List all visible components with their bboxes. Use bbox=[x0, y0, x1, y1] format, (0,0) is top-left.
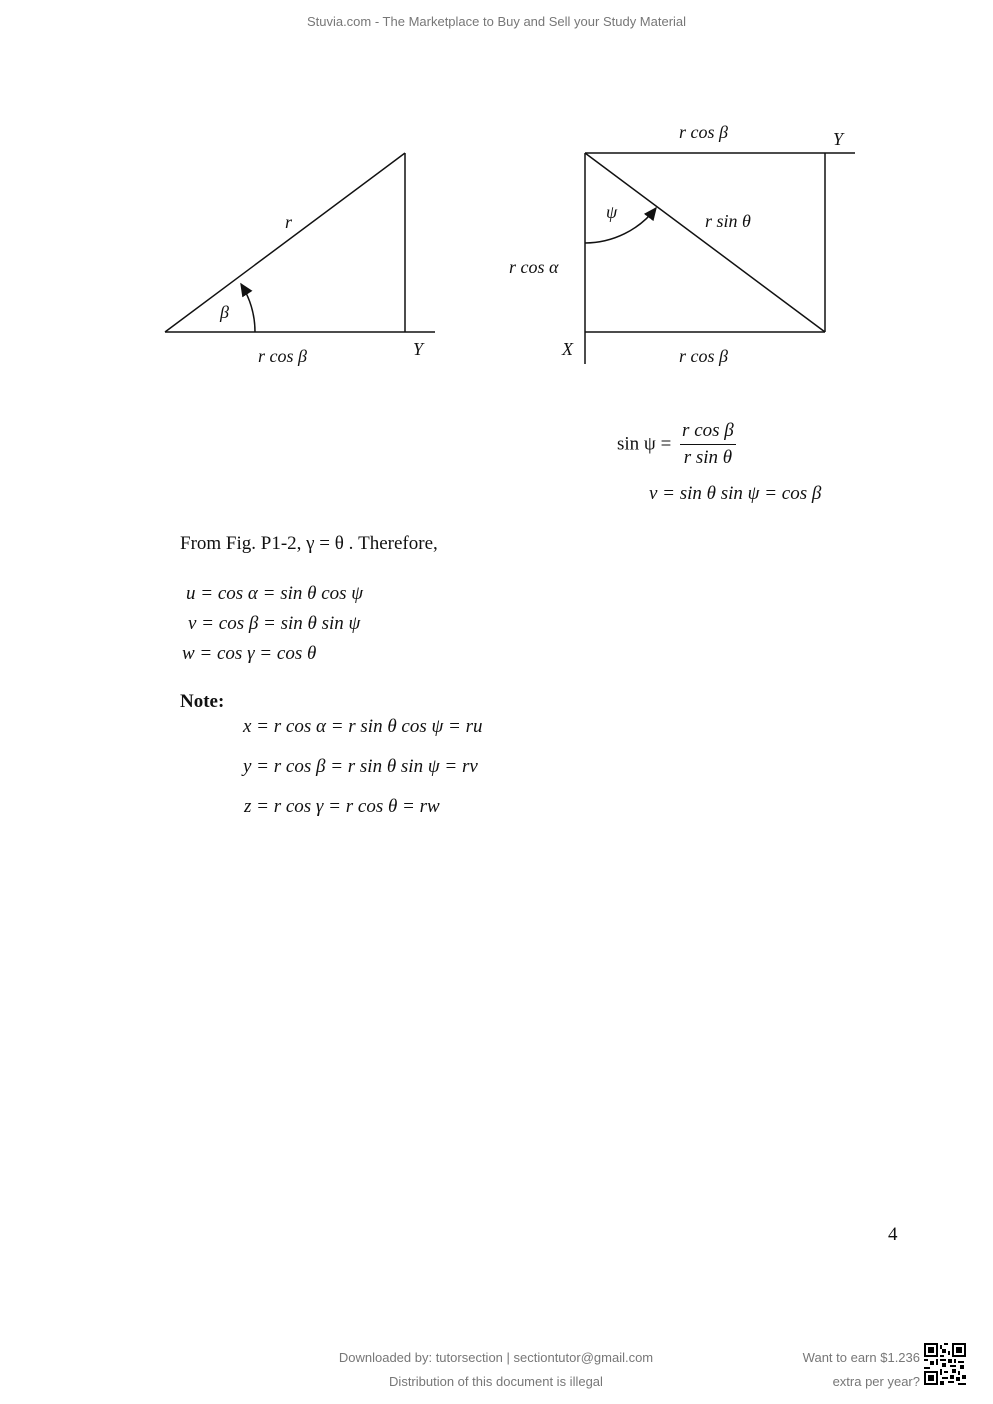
downloaded-by-text: Downloaded by: tutorsection | sectiontutor@gmail.com bbox=[338, 1350, 654, 1365]
beta-angle-label: β bbox=[220, 302, 229, 322]
diagonal-label: r sin θ bbox=[705, 211, 751, 231]
earn-line-2: extra per year? bbox=[832, 1374, 920, 1389]
top-label: r cos β bbox=[679, 122, 728, 142]
z-equation: z = r cos γ = r cos θ = rw bbox=[244, 796, 440, 817]
hypotenuse-label: r bbox=[285, 212, 293, 232]
fraction-denominator: r sin θ bbox=[683, 447, 733, 468]
x-axis-label: X bbox=[562, 339, 573, 359]
sin-psi-equation bbox=[617, 420, 736, 469]
u-equation: u = cos α = sin θ cos ψ bbox=[186, 583, 364, 604]
sin-psi-fraction bbox=[680, 420, 736, 469]
from-fig-text: From Fig. P1-2, γ = θ . Therefore, bbox=[180, 533, 438, 554]
v-relation-equation: v = sin θ sin ψ = cos β bbox=[649, 483, 822, 504]
sin-psi-lhs: sin ψ = bbox=[617, 433, 672, 455]
w-equation: w = cos γ = cos θ bbox=[182, 643, 317, 664]
page-number: 4 bbox=[888, 1224, 898, 1245]
page-header: Stuvia.com - The Marketplace to Buy and Sell your Study Material bbox=[306, 14, 687, 29]
earn-promo[interactable] bbox=[760, 1346, 920, 1394]
right-rectangle bbox=[585, 153, 855, 364]
y-axis-label-left: Y bbox=[413, 339, 424, 359]
y-equation: y = r cos β = r sin θ sin ψ = rv bbox=[243, 756, 478, 777]
footer-download-info bbox=[300, 1346, 692, 1394]
left-triangle bbox=[165, 153, 435, 332]
qr-code-icon[interactable] bbox=[924, 1342, 966, 1386]
bottom-label: r cos β bbox=[679, 346, 728, 366]
note-label: Note: bbox=[180, 691, 225, 712]
fraction-numerator: r cos β bbox=[680, 420, 736, 445]
distribution-notice: Distribution of this document is illegal bbox=[389, 1374, 603, 1389]
left-side-label: r cos α bbox=[509, 257, 559, 277]
geometry-figures bbox=[0, 0, 993, 400]
y-axis-label-right: Y bbox=[833, 129, 844, 149]
x-equation: x = r cos α = r sin θ cos ψ = ru bbox=[243, 716, 483, 737]
earn-line-1: Want to earn $1.236 bbox=[802, 1350, 920, 1365]
psi-angle-label: ψ bbox=[606, 202, 618, 222]
base-label: r cos β bbox=[258, 346, 307, 366]
v-equation: v = cos β = sin θ sin ψ bbox=[188, 613, 361, 634]
